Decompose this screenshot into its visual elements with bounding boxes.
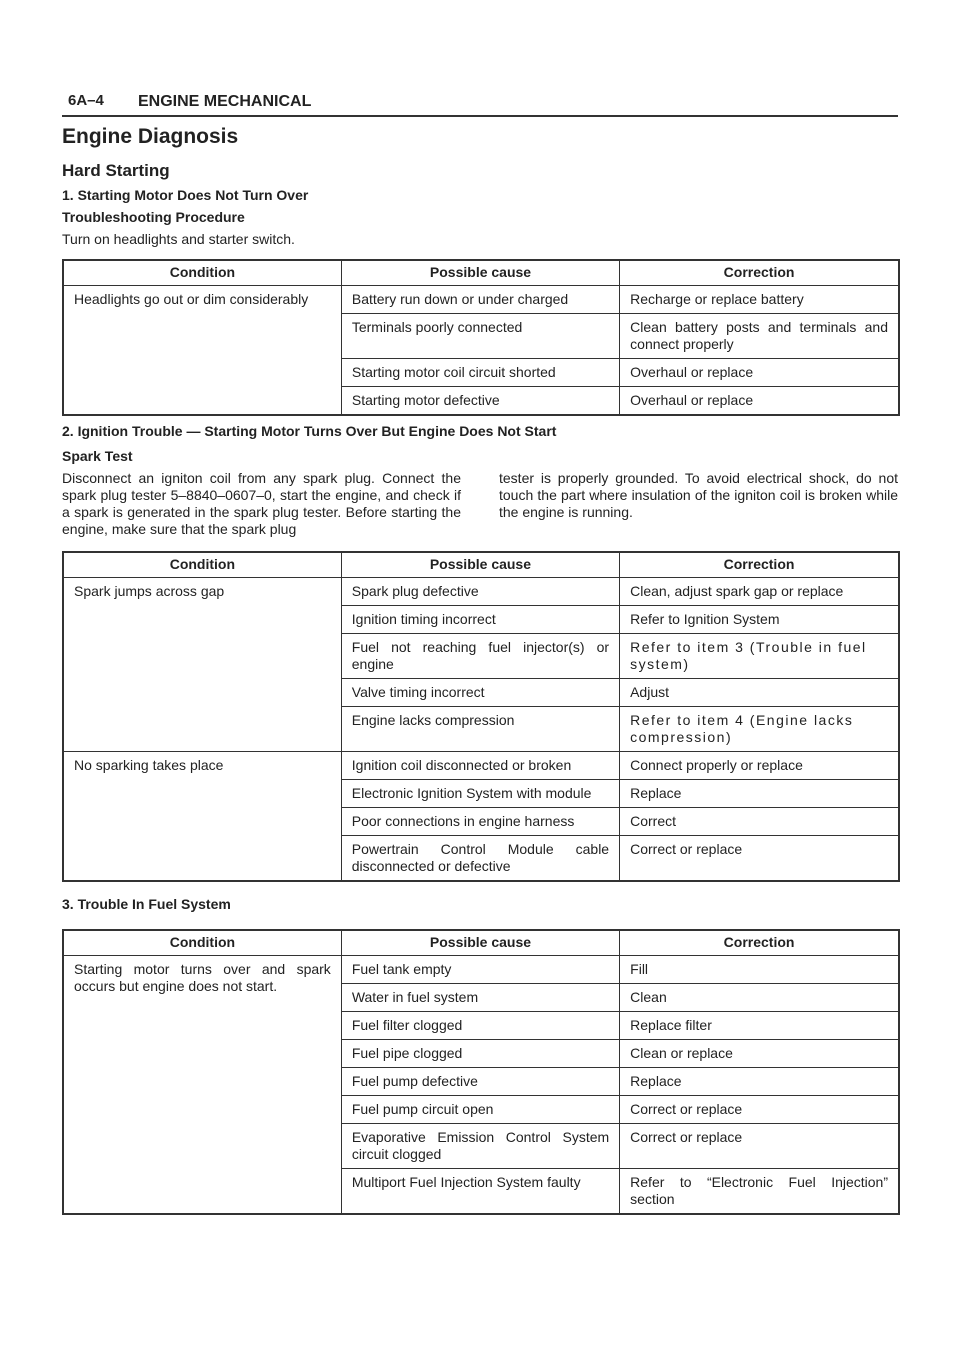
cause-cell: Ignition coil disconnected or broken [341,752,619,780]
correction-cell: Clean, adjust spark gap or replace [620,578,899,606]
table-row [63,956,899,984]
paragraph-right: tester is properly grounded. To avoid electrical shock, do not touch the part where insulation of the igniton coil is broken while the engine is running. [499,470,898,520]
cause-cell: Fuel pump defective [341,1068,619,1096]
header-rule [62,115,898,117]
section-2-heading: 2. Ignition Trouble — Starting Motor Turns Over But Engine Does Not Start [62,423,557,439]
cause-cell: Fuel not reaching fuel injector(s) or engine [341,634,619,679]
cause-cell: Fuel filter clogged [341,1012,619,1040]
correction-cell: Recharge or replace battery [620,286,899,314]
cause-cell: Spark plug defective [341,578,619,606]
table-header-row [63,552,899,578]
col-correction: Correction [620,930,899,956]
correction-cell: Refer to item 3 (Trouble in fuel system) [620,634,899,679]
cause-cell: Water in fuel system [341,984,619,1012]
correction-cell: Refer to Ignition System [620,606,899,634]
correction-cell: Connect properly or replace [620,752,899,780]
section-1-heading: 1. Starting Motor Does Not Turn Over [62,187,309,203]
correction-cell: Overhaul or replace [620,359,899,387]
cause-cell: Evaporative Emission Control System circuit clogged [341,1124,619,1169]
cause-cell: Terminals poorly connected [341,314,619,359]
spark-test-heading: Spark Test [62,448,133,464]
correction-cell: Replace [620,780,899,808]
cause-cell: Fuel pipe clogged [341,1040,619,1068]
table-fuel-system [62,929,900,1215]
col-cause: Possible cause [341,552,619,578]
correction-cell: Correct [620,808,899,836]
page-subtitle: Hard Starting [62,161,170,180]
col-condition: Condition [63,260,341,286]
correction-cell: Clean battery posts and terminals and connect properly [620,314,899,359]
cause-cell: Ignition timing incorrect [341,606,619,634]
table-header-row [63,930,899,956]
table-row [63,752,899,780]
section-3-heading: 3. Trouble In Fuel System [62,896,231,912]
page-title: Engine Diagnosis [62,125,239,148]
col-cause: Possible cause [341,930,619,956]
col-correction: Correction [620,552,899,578]
section-title: ENGINE MECHANICAL [138,93,312,110]
correction-cell: Correct or replace [620,1124,899,1169]
condition-cell: No sparking takes place [63,752,341,882]
procedure-heading: Troubleshooting Procedure [62,209,245,225]
paragraph-left: Disconnect an igniton coil from any spark plug. Connect the spark plug tester 5–8840–0607–0, start the engine, and check if a spark is generated in the spark plug tester. Before starting the engine, make sure that the spark plug [62,470,461,537]
cause-cell: Powertrain Control Module cable disconnected or defective [341,836,619,882]
correction-cell: Refer to item 4 (Engine lacks compression) [620,707,899,752]
correction-cell: Clean or replace [620,1040,899,1068]
correction-cell: Correct or replace [620,1096,899,1124]
condition-cell: Starting motor turns over and spark occurs but engine does not start. [63,956,341,1215]
cause-cell: Poor connections in engine harness [341,808,619,836]
condition-cell: Headlights go out or dim considerably [63,286,341,416]
page-number: 6A–4 [68,92,104,109]
table-row [63,286,899,314]
table-ignition [62,551,900,882]
cause-cell: Battery run down or under charged [341,286,619,314]
correction-cell: Fill [620,956,899,984]
correction-cell: Refer to “Electronic Fuel Injection” section [620,1169,899,1215]
cause-cell: Engine lacks compression [341,707,619,752]
procedure-instruction: Turn on headlights and starter switch. [62,231,295,247]
correction-cell: Replace filter [620,1012,899,1040]
table-starting-motor [62,259,900,416]
col-condition: Condition [63,930,341,956]
correction-cell: Clean [620,984,899,1012]
col-correction: Correction [620,260,899,286]
cause-cell: Starting motor defective [341,387,619,416]
cause-cell: Valve timing incorrect [341,679,619,707]
condition-cell: Spark jumps across gap [63,578,341,752]
cause-cell: Starting motor coil circuit shorted [341,359,619,387]
table-header-row [63,260,899,286]
cause-cell: Fuel pump circuit open [341,1096,619,1124]
table-row [63,578,899,606]
correction-cell: Overhaul or replace [620,387,899,416]
col-condition: Condition [63,552,341,578]
spark-test-paragraph [62,470,898,538]
cause-cell: Fuel tank empty [341,956,619,984]
cause-cell: Multiport Fuel Injection System faulty [341,1169,619,1215]
cause-cell: Electronic Ignition System with module [341,780,619,808]
correction-cell: Replace [620,1068,899,1096]
col-cause: Possible cause [341,260,619,286]
correction-cell: Correct or replace [620,836,899,882]
correction-cell: Adjust [620,679,899,707]
